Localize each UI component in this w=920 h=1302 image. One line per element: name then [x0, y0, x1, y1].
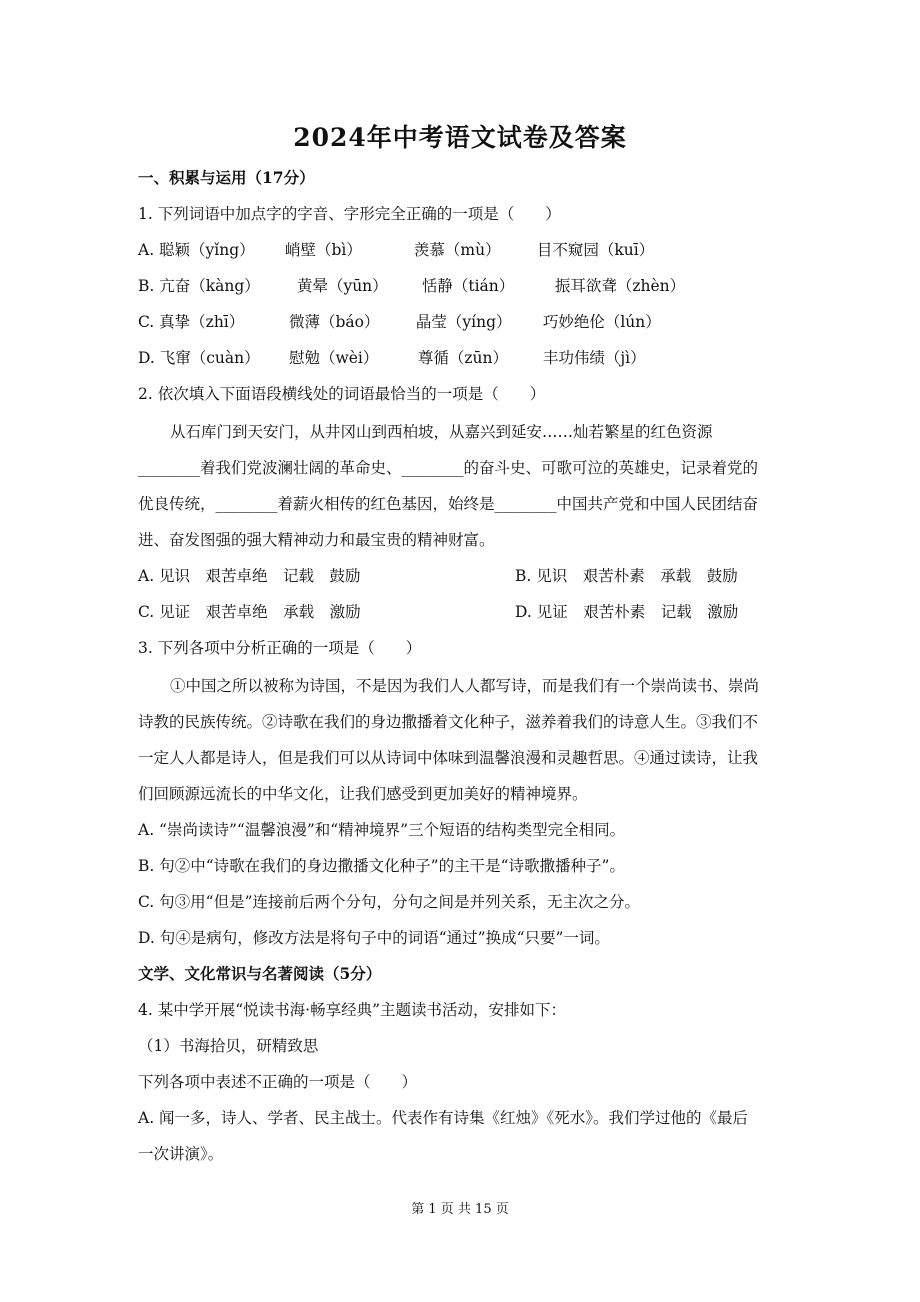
- page-footer: 第 1 页 共 15 页: [411, 1202, 509, 1217]
- q4-option-a-line-1: A. 闻一多，诗人、学者、民主战士。代表作有诗集《红烛》《死水》。我们学过他的《最后: [138, 1109, 749, 1127]
- q2-option-b: B. 见识 艰苦朴素 承载 鼓励: [515, 567, 738, 585]
- q1-d-3: 尊循（zūn）: [417, 349, 509, 367]
- q3-option-b: B. 句②中“诗歌在我们的身边撒播文化种子”的主干是“诗歌撒播种子”。: [138, 857, 625, 875]
- q2-option-d: D. 见证 艰苦朴素 记载 激励: [515, 603, 739, 621]
- q1-option-d: [138, 348, 646, 368]
- q2-passage-line-2: ________着我们党波澜壮阔的革命史、________的奋斗史、可歌可泣的英雄史，记录着党的: [138, 459, 759, 477]
- q1-a-3: 羡慕（mù）: [413, 241, 501, 259]
- page-title: 2024年中考语文试卷及答案: [293, 123, 627, 152]
- q3-option-c: C. 句③用“但是”连接前后两个分句，分句之间是并列关系，无主次之分。: [138, 893, 641, 911]
- q4-sub1-heading: （1）书海拾贝，研精致思: [138, 1037, 319, 1055]
- q1-b-2: 黄晕（yūn）: [296, 277, 388, 295]
- q3-option-d: D. 句④是病句，修改方法是将句子中的词语“通过”换成“只要”一词。: [138, 929, 610, 947]
- q1-c-3: 晶莹（yíng）: [415, 313, 512, 331]
- q1-c-4: 巧妙绝伦（lún）: [542, 313, 661, 331]
- q1-d-2: 慰勉（wèi）: [288, 349, 379, 367]
- q1-d-1: D. 飞窜（cuàn）: [138, 349, 260, 367]
- q1-a-2: 峭壁（bì）: [284, 241, 362, 259]
- section-heading-2: 文学、文化常识与名著阅读（5分）: [138, 964, 382, 983]
- q3-option-a: A. “崇尚读诗”“温馨浪漫”和“精神境界”三个短语的结构类型完全相同。: [138, 821, 626, 839]
- q1-stem: 1. 下列词语中加点字的字音、字形完全正确的一项是（ ）: [138, 205, 561, 223]
- q2-passage-line-3: 优良传统，________着薪火相传的红色基因，始终是________中国共产党和中国人民团结奋: [138, 495, 759, 513]
- q1-d-4: 丰功伟绩（jì）: [542, 349, 646, 367]
- q2-stem: 2. 依次填入下面语段横线处的词语最恰当的一项是（ ）: [138, 385, 546, 403]
- section-heading-1: 一、积累与运用（17分）: [138, 168, 315, 187]
- q3-stem: 3. 下列各项中分析正确的一项是（ ）: [138, 639, 422, 657]
- q1-option-c: [138, 312, 661, 332]
- q3-passage-line-3: 一定人人都是诗人，但是我们可以从诗词中体味到温馨浪漫和灵趣哲思。④通过读诗，让我: [138, 749, 759, 767]
- q1-option-b: [138, 276, 685, 296]
- q4-sub1-stem: 下列各项中表述不正确的一项是（ ）: [138, 1073, 418, 1091]
- q1-a-4: 目不窥园（kuī）: [536, 241, 655, 259]
- q1-c-1: C. 真挚（zhī）: [138, 313, 245, 331]
- q3-passage-line-4: 们回顾源远流长的中华文化，让我们感受到更加美好的精神境界。: [138, 785, 588, 803]
- q1-option-a: [138, 240, 654, 260]
- q2-option-a: A. 见识 艰苦卓绝 记载 鼓励: [138, 567, 361, 585]
- q2-passage-line-1: 从石库门到天安门，从井冈山到西柏坡，从嘉兴到延安……灿若繁星的红色资源: [170, 423, 713, 441]
- q1-b-4: 振耳欲聋（zhèn）: [554, 277, 686, 295]
- q1-c-2: 微薄（báo）: [288, 313, 380, 331]
- q3-passage-line-1: ①中国之所以被称为诗国，不是因为我们人人都写诗，而是我们有一个崇尚读书、崇尚: [170, 677, 760, 695]
- q1-b-3: 恬静（tián）: [421, 277, 515, 295]
- q4-stem: 4. 某中学开展“悦读书海·畅享经典”主题读书活动，安排如下：: [138, 1001, 566, 1019]
- q2-passage-line-4: 进、奋发图强的强大精神动力和最宝贵的精神财富。: [138, 531, 495, 549]
- q1-a-1: A. 聪颖（yǐng）: [138, 241, 255, 259]
- q1-b-1: B. 亢奋（kàng）: [138, 277, 260, 295]
- q3-passage-line-2: 诗教的民族传统。②诗歌在我们的身边撒播着文化种子，滋养着我们的诗意人生。③我们不: [138, 713, 759, 731]
- q4-option-a-line-2: 一次讲演》。: [138, 1145, 224, 1163]
- q2-option-c: C. 见证 艰苦卓绝 承载 激励: [138, 603, 361, 621]
